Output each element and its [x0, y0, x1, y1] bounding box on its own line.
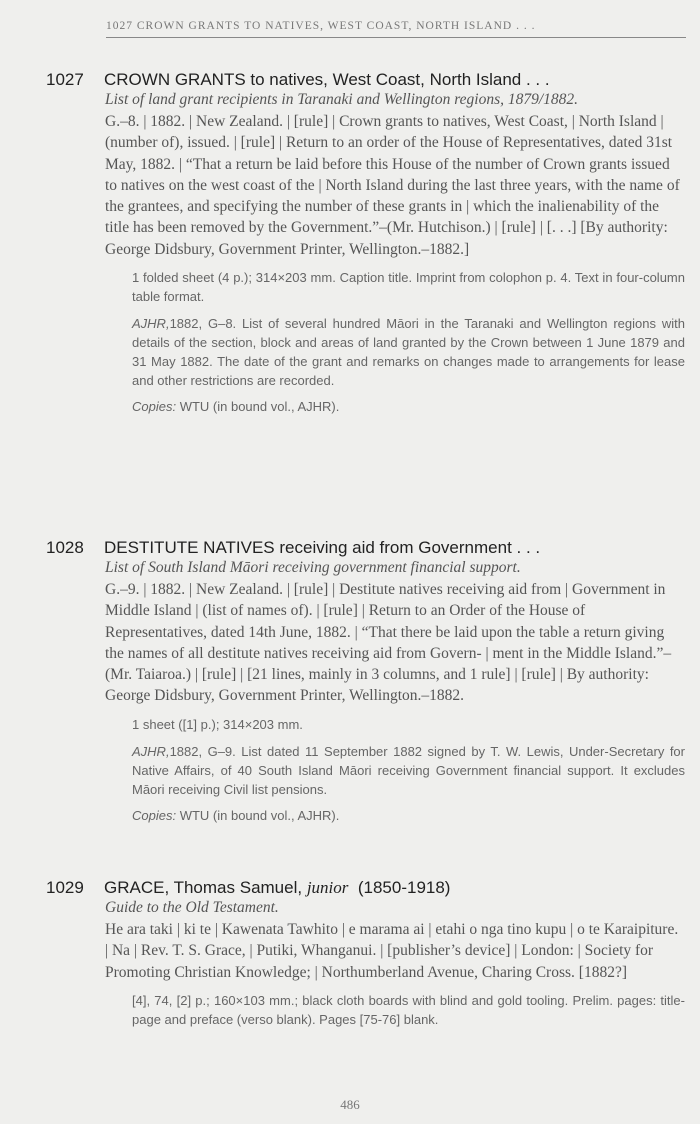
entry-1028 [46, 538, 686, 823]
entry-title: DESTITUTE NATIVES receiving aid from Government . . . [104, 538, 541, 557]
author-name: GRACE, Thomas Samuel, [104, 878, 303, 897]
copies-line [132, 399, 685, 414]
entry-title: CROWN GRANTS to natives, West Coast, North Island . . . [104, 70, 550, 89]
copies-label: Copies: [132, 399, 177, 415]
copies-line [132, 808, 685, 823]
entry-number: 1028 [46, 538, 84, 557]
note-text: 1882, G–8. List of several hundred Māori in the Taranaki and Wellington regions with details of the section, block and areas of land granted by the Crown between 1 June 1879 and 31 May 1882. The date of the grant and remarks on changes made to arrangements for lease and other restrictions are recorded. [132, 316, 685, 389]
entry-number: 1027 [46, 70, 84, 89]
author-dates: (1850-1918) [357, 878, 451, 897]
author-suffix: junior [306, 878, 349, 897]
physical-description: 1 sheet ([1] p.); 314×203 mm. [132, 716, 303, 732]
copies-text: WTU (in bound vol., AJHR). [179, 807, 340, 823]
note-ref: AJHR, [132, 316, 170, 332]
physical-description: 1 folded sheet (4 p.); 314×203 mm. Caption title. Imprint from colophon p. 4. Text in four-column table format. [132, 270, 685, 305]
physical-description: [4], 74, [2] p.; 160×103 mm.; black cloth boards with blind and gold tooling. Prelim. pages: title-page and preface (verso blank). Pages [75-76] blank. [132, 992, 685, 1027]
entry-subtitle: Guide to the Old Testament. [105, 899, 279, 916]
copies-label: Copies: [132, 807, 177, 823]
running-head: 1027 CROWN GRANTS TO NATIVES, WEST COAST, NORTH ISLAND . . . [106, 20, 686, 38]
entry-subtitle: List of land grant recipients in Taranaki and Wellington regions, 1879/1882. [105, 91, 579, 108]
note-ref: AJHR, [132, 743, 170, 759]
entry-subtitle: List of South Island Māori receiving government financial support. [105, 559, 521, 576]
page-number: 486 [340, 1097, 360, 1112]
title-transcription: G.–9. | 1882. | New Zealand. | [rule] | Destitute natives receiving aid from | Government in Middle Island | (list of names of). | [rule] | Return to an Order of the House of Representatives, dated 14th June, 1882. | “That there be laid upon the table a return giving the names of all destitute natives receiving aid from Govern- | ment in the Middle Island.”–(Mr. Taiaroa.) | [rule] | [21 lines, mainly in 3 columns, and 1 rule] | [rule] | By authority: George Didsbury, Government Printer, Wellington.–1882. [105, 581, 672, 705]
copies-text: WTU (in bound vol., AJHR). [179, 399, 340, 415]
entry-1027 [46, 70, 686, 414]
title-transcription: G.–8. | 1882. | New Zealand. | [rule] | Crown grants to natives, West Coast, | North Island | (number of), issued. | [rule] | Return to an order of the House of Representatives, dated 31st May, 1882. | “That a return be laid before this House of the number of Crown grants issued to natives on the west coast of the | North Island during the last three years, with the name of the grantees, and specifying the number of these grants in | which the inalienability of the title has been removed by the Government.”–(Mr. Hutchison.) | [rule] | [. . .] [By authority: George Didsbury, Government Printer, Wellington.–1882.] [105, 113, 680, 258]
title-transcription: He ara taki | ki te | Kawenata Tawhito | e marama ai | etahi o nga tino kupu | o te Karaipiture. | Na | Rev. T. S. Grace, | Putiki, Whanganui. | [publisher’s device] | London: | Society for Promoting Christian Knowledge; | Northumberland Avenue, Charing Cross. [1882?] [105, 921, 679, 981]
entry-number: 1029 [46, 878, 84, 897]
entry-1029 [46, 878, 686, 1029]
bibliographic-note [132, 742, 685, 799]
entry-title [104, 878, 450, 898]
bibliographic-note [132, 314, 685, 390]
note-text: 1882, G–9. List dated 11 September 1882 signed by T. W. Lewis, Under-Secretary for Native Affairs, of 40 South Island Māori receiving Government financial support. It excludes Māori receiving Civil list pensions. [132, 743, 685, 797]
